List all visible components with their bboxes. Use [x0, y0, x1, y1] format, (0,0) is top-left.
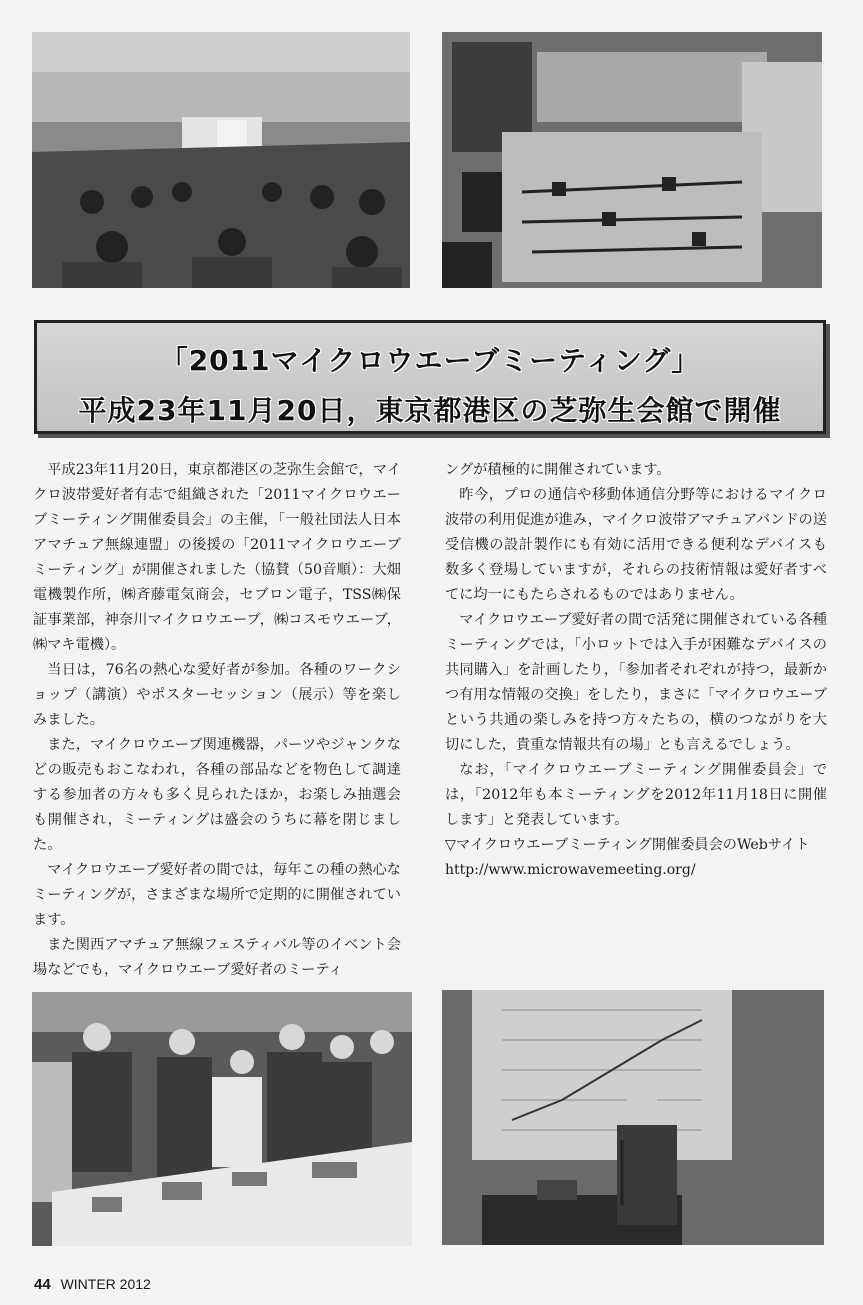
- article-title-box: [34, 320, 826, 434]
- paragraph: なお，「マイクロウエーブミーティング開催委員会」では，「2012年も本ミーティングを2012年11月18日に開催します」と発表しています。: [445, 762, 827, 828]
- web-site-url: http://www.microwavemeeting.org/: [445, 862, 696, 878]
- right-text-column: [445, 458, 827, 883]
- paragraph-continuation: ングが積極的に開催されています。: [445, 462, 671, 478]
- sales-table-photo: [32, 992, 412, 1246]
- page-footer: [34, 1276, 151, 1293]
- paragraph: 平成23年11月20日，東京都港区の芝弥生会館で，マイクロ波帯愛好者有志で組織された「2011マイクロウエーブミーティング開催委員会」の主催，「一般社団法人日本アマチュア無線連盟」の後援の「2011マイクロウエーブミーティング」が開催されました（協賛（50音順）：大畑電機製作所，㈱斉藤電気商会，セブロン電子，TSS㈱保証事業部，神奈川マイクロウエーブ，㈱コスモウエーブ，㈱マキ電機）。: [33, 462, 401, 653]
- left-text-column: [33, 458, 401, 983]
- paragraph: また，マイクロウエーブ関連機器，パーツやジャンクなどの販売もおこなわれ，各種の部品などを物色して調達する参加者の方々も多く見られたほか，お楽しみ抽選会も開催され，ミーティングは盛会のうちに幕を閉じました。: [33, 737, 401, 853]
- article-title-line-2: 平成23年11月20日，東京都港区の芝弥生会館で開催: [78, 394, 782, 427]
- paragraph: また関西アマチュア無線フェスティバル等のイベント会場などでも，マイクロウエーブ愛好者のミーティ: [33, 937, 401, 978]
- article-title-line-1: 「2011マイクロウエーブミーティング」: [159, 344, 701, 377]
- paragraph: マイクロウエーブ愛好者の間では，毎年この種の熱心なミーティングが，さまざまな場所で定期的に開催されています。: [33, 862, 401, 928]
- page-number: 44: [34, 1276, 51, 1293]
- paragraph: 昨今，プロの通信や移動体通信分野等におけるマイクロ波帯の利用促進が進み，マイクロ波帯アマチュアバンドの送受信機の設計製作にも有効に活用できる便利なデバイスも数多く登場していますが，それらの技術情報は愛好者すべてに均一にもたらされるものではありません。: [445, 487, 827, 603]
- issue-label: WINTER 2012: [60, 1276, 151, 1292]
- web-site-note: ▽マイクロウエーブミーティング開催委員会のWebサイト: [445, 837, 810, 853]
- meeting-hall-photo: [32, 32, 410, 288]
- circuit-boards-photo: [442, 32, 822, 288]
- paragraph: マイクロウエーブ愛好者の間で活発に開催されている各種ミーティングでは，「小ロットでは入手が困難なデバイスの共同購入」を計画したり，「参加者それぞれが持つ，最新かつ有用な情報の交換」をしたり，まさに「マイクロウエーブという共通の楽しみを持つ方々たちの，横のつながりを大切にした，貴重な情報共有の場」とも言えるでしょう。: [445, 612, 827, 753]
- speaker-photo: [442, 990, 824, 1245]
- paragraph: 当日は，76名の熱心な愛好者が参加。各種のワークショップ（講演）やポスターセッション（展示）等を楽しみました。: [33, 662, 401, 728]
